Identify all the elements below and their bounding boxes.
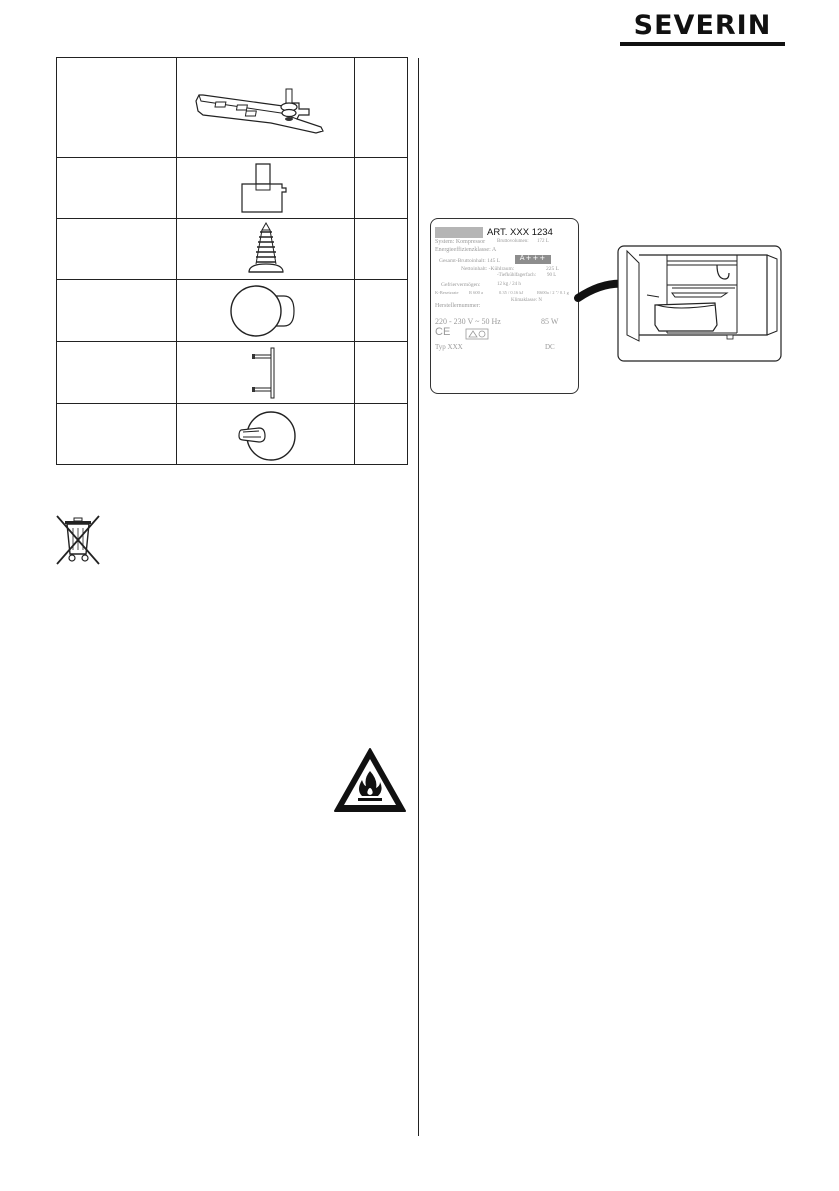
label-freeze-capacity-value: 12 kg / 24 h [497, 282, 521, 287]
column-divider [418, 58, 419, 1136]
label-refrigerant-a: R 600 a [469, 290, 483, 295]
brand-logo [620, 8, 785, 46]
energy-class-value: A+++ [519, 254, 547, 262]
label-freezer-compartment: -Tiefkühlfagerfach: [497, 273, 536, 278]
label-net-volume: Nettoinhalt: -Kühlraum: [461, 266, 515, 272]
cover-plug-icon [226, 282, 306, 340]
brand-underline [620, 42, 785, 46]
table-row [177, 219, 354, 279]
article-number: ART. XXX 1234 [487, 227, 553, 238]
label-total-volume: Gesamt-Bruttoinhalt: 145 L [439, 258, 501, 264]
screw-icon [241, 220, 291, 278]
rating-plate [430, 218, 579, 394]
label-freezer-volume: 90 L [547, 273, 557, 278]
label-refrigerant: K-Besetzrate [435, 290, 459, 295]
label-cooling-volume: 225 L [546, 266, 559, 272]
table-row [177, 280, 354, 341]
table-row [177, 342, 354, 403]
parts-table [56, 57, 408, 465]
door-handle-icon [246, 345, 286, 401]
label-system: System: Kompressor [435, 239, 486, 245]
brand-name: SEVERIN [633, 10, 772, 41]
table-row [177, 158, 354, 218]
fridge-interior-illustration [617, 245, 782, 362]
label-climate-class: Klimaklasse: N [511, 298, 542, 303]
flammable-warning-icon [332, 746, 408, 814]
label-type: Typ XXX [435, 343, 463, 351]
label-type-code: DC [545, 343, 555, 351]
label-manufacturer: Herstellernummer: [435, 303, 481, 309]
hole-cover-icon [231, 406, 301, 464]
label-refrigerant-b: 0.35 / 0.16 kJ [499, 290, 524, 295]
label-refrigerant-c: R600a / 2 "/ 0.1 g [537, 290, 569, 295]
ce-mark: CE [435, 326, 451, 338]
label-freeze-capacity: Gefriervermögen: [441, 282, 481, 288]
label-energy-class: Energieeffizienzklasse: A [435, 247, 497, 253]
table-row [177, 58, 354, 157]
hinge-bracket-icon [191, 73, 341, 143]
label-gross-volume: Bruttovolumen: [497, 239, 529, 244]
weee-crossed-bin-icon [55, 514, 101, 566]
label-power: 85 W [541, 317, 559, 326]
table-row [177, 404, 354, 465]
hinge-cap-icon [236, 160, 296, 216]
label-voltage: 220 - 230 V ~ 50 Hz [435, 317, 501, 326]
rating-plate-header-bar [435, 227, 483, 238]
recycling-icon [465, 328, 489, 340]
label-gross-volume-value: 172 L [537, 239, 549, 244]
